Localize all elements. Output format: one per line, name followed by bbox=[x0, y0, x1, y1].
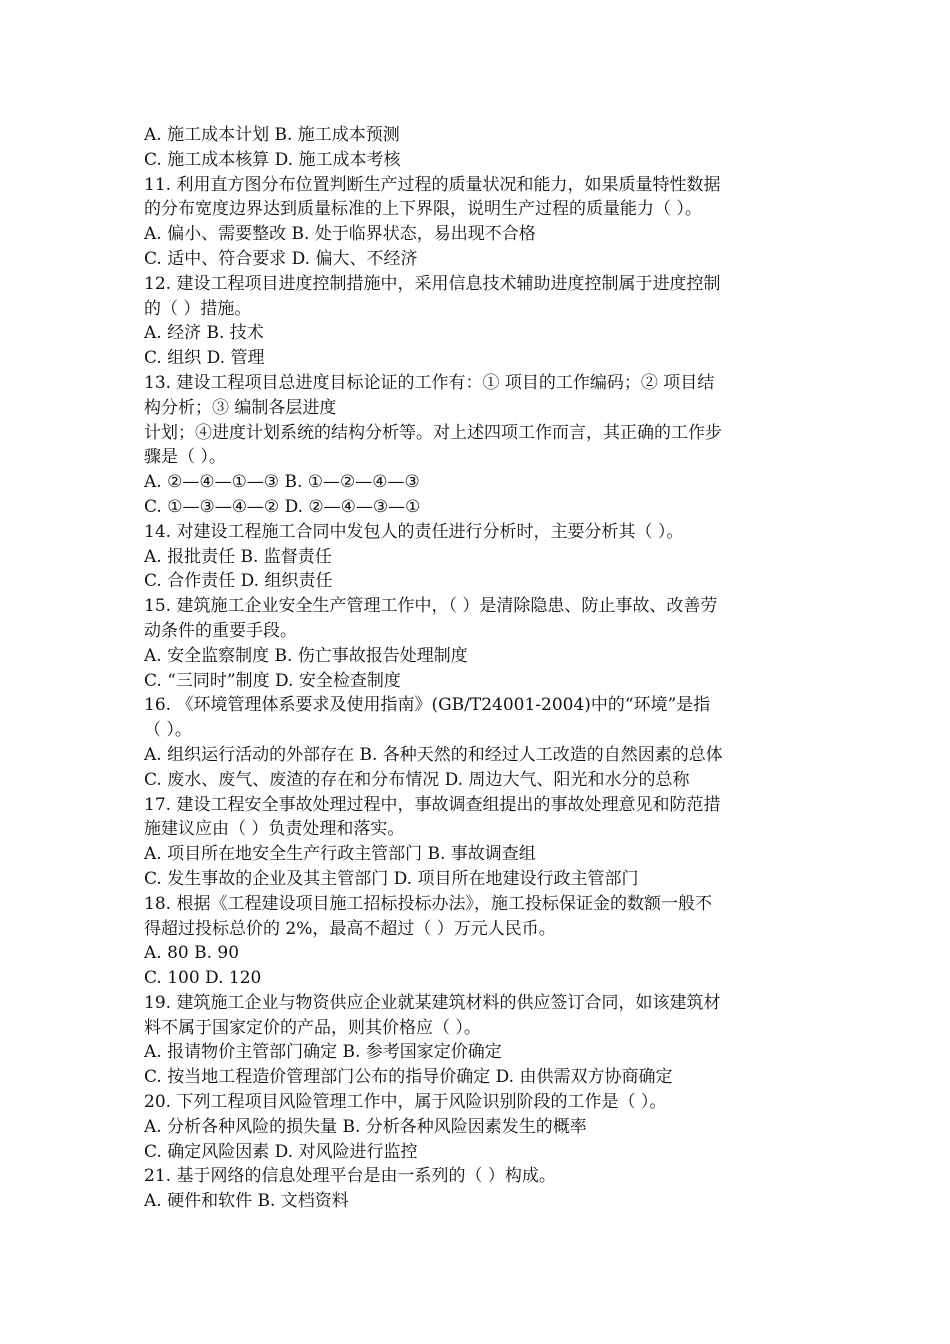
text-line: 计划；④进度计划系统的结构分析等。对上述四项工作而言，其正确的工作步 bbox=[144, 422, 722, 443]
text-line: C. 确定风险因素 D. 对风险进行监控 bbox=[144, 1141, 418, 1162]
text-line: A. 报批责任 B. 监督责任 bbox=[144, 546, 332, 567]
text-line: 得超过投标总价的 2%，最高不超过（ ）万元人民币。 bbox=[144, 918, 556, 939]
text-line: 14. 对建设工程施工合同中发包人的责任进行分析时，主要分析其（ ）。 bbox=[144, 521, 684, 542]
text-line: C. 废水、废气、废渣的存在和分布情况 D. 周边大气、阳光和水分的总称 bbox=[144, 769, 690, 790]
text-line: A. 80 B. 90 bbox=[144, 943, 240, 964]
text-line: 19. 建筑施工企业与物资供应企业就某建筑材料的供应签订合同，如该建筑材 bbox=[144, 992, 721, 1013]
text-line: C. “三同时”制度 D. 安全检查制度 bbox=[144, 670, 401, 691]
text-line: A. 硬件和软件 B. 文档资料 bbox=[144, 1191, 349, 1212]
text-line: 的（ ）措施。 bbox=[144, 298, 252, 319]
text-line: 15. 建筑施工企业安全生产管理工作中，（ ）是清除隐患、防止事故、改善劳 bbox=[144, 596, 718, 617]
text-line: A. 偏小、需要整改 B. 处于临界状态，易出现不合格 bbox=[144, 224, 536, 245]
text-line: 18. 根据《工程建设项目施工招标投标办法》，施工投标保证金的数额一般不 bbox=[144, 893, 712, 914]
text-line: 的分布宽度边界达到质量标准的上下界限，说明生产过程的质量能力（ ）。 bbox=[144, 199, 702, 220]
text-line: C. 组织 D. 管理 bbox=[144, 348, 265, 369]
text-line: C. 施工成本核算 D. 施工成本考核 bbox=[144, 149, 401, 170]
text-line: 施建议应由（ ）负责处理和落实。 bbox=[144, 819, 405, 840]
text-line: C. 合作责任 D. 组织责任 bbox=[144, 571, 333, 592]
text-line: A. 安全监察制度 B. 伤亡事故报告处理制度 bbox=[144, 645, 468, 666]
text-line: A. 分析各种风险的损失量 B. 分析各种风险因素发生的概率 bbox=[144, 1116, 587, 1137]
text-line: A. 经济 B. 技术 bbox=[144, 323, 264, 344]
text-line: A. 组织运行活动的外部存在 B. 各种天然的和经过人工改造的自然因素的总体 bbox=[144, 744, 723, 765]
text-line: A. 项目所在地安全生产行政主管部门 B. 事故调查组 bbox=[144, 844, 536, 865]
text-line: A. ②—④—①—③ B. ①—②—④—③ bbox=[144, 472, 420, 493]
document-body bbox=[144, 123, 814, 1214]
text-line: 动条件的重要手段。 bbox=[144, 620, 297, 641]
text-line: 13. 建设工程项目总进度目标论证的工作有：① 项目的工作编码；② 项目结 bbox=[144, 372, 715, 393]
text-line: C. 按当地工程造价管理部门公布的指导价确定 D. 由供需双方协商确定 bbox=[144, 1067, 673, 1088]
text-line: 21. 基于网络的信息处理平台是由一系列的（ ）构成。 bbox=[144, 1166, 556, 1187]
text-line: C. 100 D. 120 bbox=[144, 968, 262, 989]
text-line: 12. 建设工程项目进度控制措施中，采用信息技术辅助进度控制属于进度控制 bbox=[144, 273, 721, 294]
text-line: C. 发生事故的企业及其主管部门 D. 项目所在地建设行政主管部门 bbox=[144, 868, 639, 889]
text-line: 20. 下列工程项目风险管理工作中，属于风险识别阶段的工作是（ ）。 bbox=[144, 1092, 667, 1113]
text-line: 料不属于国家定价的产品，则其价格应（ ）。 bbox=[144, 1017, 481, 1038]
text-line: 骤是（ ）。 bbox=[144, 447, 226, 468]
text-line: C. 适中、符合要求 D. 偏大、不经济 bbox=[144, 248, 418, 269]
text-line: A. 施工成本计划 B. 施工成本预测 bbox=[144, 125, 400, 145]
text-line: 11. 利用直方图分布位置判断生产过程的质量状况和能力，如果质量特性数据 bbox=[144, 174, 721, 195]
text-line: 17. 建设工程安全事故处理过程中，事故调查组提出的事故处理意见和防范措 bbox=[144, 794, 721, 815]
text-line: 16. 《环境管理体系要求及使用指南》(GB/T24001-2004)中的“环境”是指 bbox=[144, 695, 711, 716]
text-line: 构分析；③ 编制各层进度 bbox=[144, 397, 337, 418]
text-line: （ ）。 bbox=[144, 720, 192, 741]
text-line: C. ①—③—④—② D. ②—④—③—① bbox=[144, 496, 421, 517]
text-line: A. 报请物价主管部门确定 B. 参考国家定价确定 bbox=[144, 1042, 502, 1063]
